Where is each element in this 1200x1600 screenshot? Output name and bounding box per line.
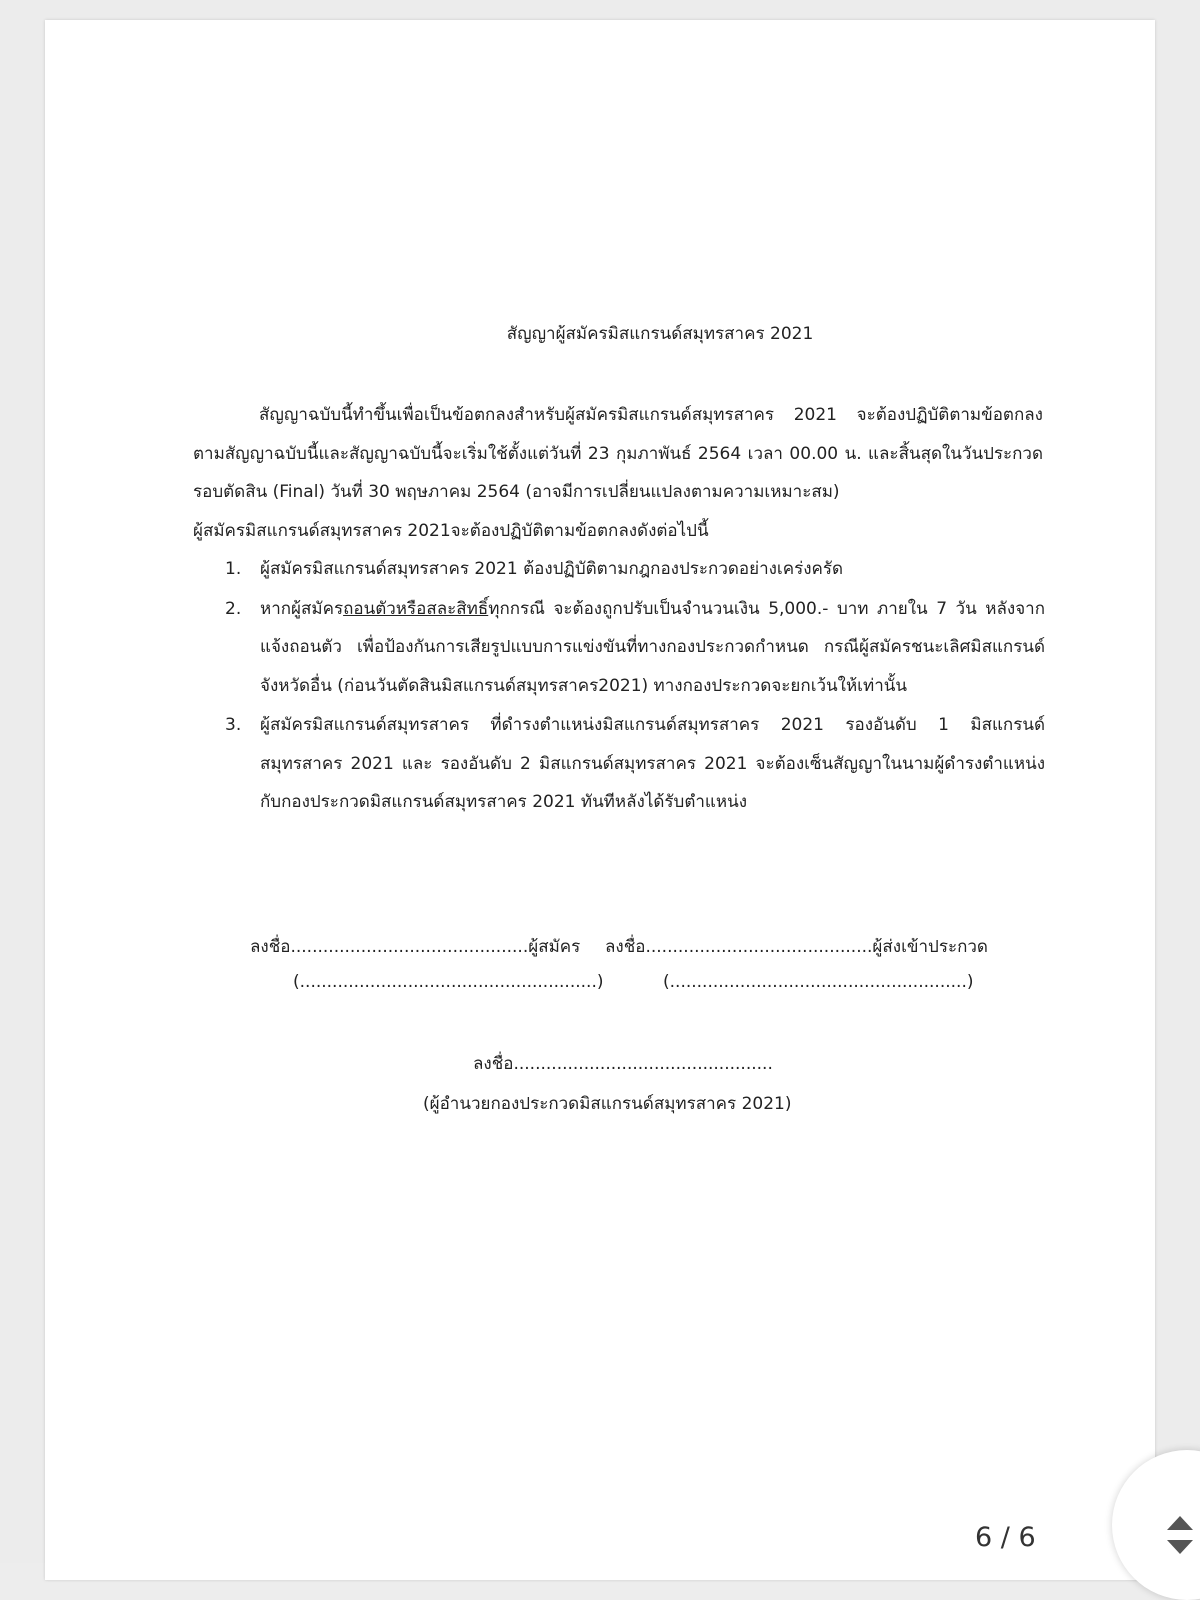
director-title: (ผู้อำนวยกองประกวดมิสแกรนด์สมุทรสาคร 2021) [423, 1094, 792, 1114]
term-item [225, 590, 1045, 706]
intro-section [193, 396, 1043, 550]
term-text: ผู้สมัครมิสแกรนด์สมุทรสาคร 2021 ต้องปฏิบัติตามกฎกองประกวดอย่างเคร่งครัด [260, 559, 844, 579]
term-underlined-text: ถอนตัวหรือสละสิทธิ์ [343, 598, 489, 619]
term-text-before: หากผู้สมัคร [260, 598, 344, 619]
term-text-after: ทุกกรณี จะต้องถูกปรับเป็นจำนวนเงิน 5,000.- บาท ภายใน 7 วัน หลังจากแจ้งถอนตัว เพื่อป้องกันการเสียรูปแบบการแข่งขันที่ทางกองประกวดกำหนด กรณีผู้สมัครชนะเลิศมิสแกรนด์จังหวัดอื่น (ก่อนวันตัดสินมิสแกรนด์สมุทรสาคร2021) ทางกองประกวดจะยกเว้นให้เท่านั้น [260, 598, 1045, 696]
term-item [225, 706, 1045, 822]
applicant-name-paren: (.......................................................) [293, 972, 604, 992]
chevron-up-icon[interactable] [1167, 1516, 1193, 1530]
term-number: 3. [225, 715, 242, 735]
sender-signature-line: ลงชื่อ..........................................ผู้ส่งเข้าประกวด [605, 937, 988, 957]
document-page [45, 20, 1155, 1580]
sender-name-paren: (.......................................................) [663, 972, 974, 992]
term-number: 1. [225, 559, 242, 579]
applicant-signature-line: ลงชื่อ............................................ผู้สมัคร [250, 937, 581, 957]
intro-paragraph: สัญญาฉบับนี้ทำขึ้นเพื่อเป็นข้อตกลงสำหรับผู้สมัครมิสแกรนด์สมุทรสาคร 2021 จะต้องปฏิบัติตามข้อตกลงตามสัญญาฉบับนี้และสัญญาฉบับนี้จะเริ่มใช้ตั้งแต่วันที่ 23 กุมภาพันธ์ 2564 เวลา 00.00 น. และสิ้นสุดในวันประกวดรอบตัดสิน (Final) วันที่ 30 พฤษภาคม 2564 (อาจมีการเปลี่ยนแปลงตามความเหมาะสม) [193, 405, 1043, 502]
intro-second-line: ผู้สมัครมิสแกรนด์สมุทรสาคร 2021จะต้องปฏิบัติตามข้อตกลงดังต่อไปนี้ [193, 520, 709, 541]
document-title: สัญญาผู้สมัครมิสแกรนด์สมุทรสาคร 2021 [506, 324, 814, 344]
director-signature-line: ลงชื่อ................................................ [473, 1054, 773, 1074]
term-item [225, 550, 1045, 589]
page-counter: 6 / 6 [975, 1522, 1036, 1553]
terms-list [225, 550, 1045, 823]
term-text: ผู้สมัครมิสแกรนด์สมุทรสาคร ที่ดำรงตำแหน่งมิสแกรนด์สมุทรสาคร 2021 รองอันดับ 1 มิสแกรนด์สมุทรสาคร 2021 และ รองอันดับ 2 มิสแกรนด์สมุทรสาคร 2021 จะต้องเซ็นสัญญาในนามผู้ดำรงตำแหน่งกับกองประกวดมิสแกรนด์สมุทรสาคร 2021 ทันทีหลังได้รับตำแหน่ง [260, 715, 1045, 812]
term-number: 2. [225, 598, 242, 619]
chevron-down-icon[interactable] [1167, 1540, 1193, 1554]
